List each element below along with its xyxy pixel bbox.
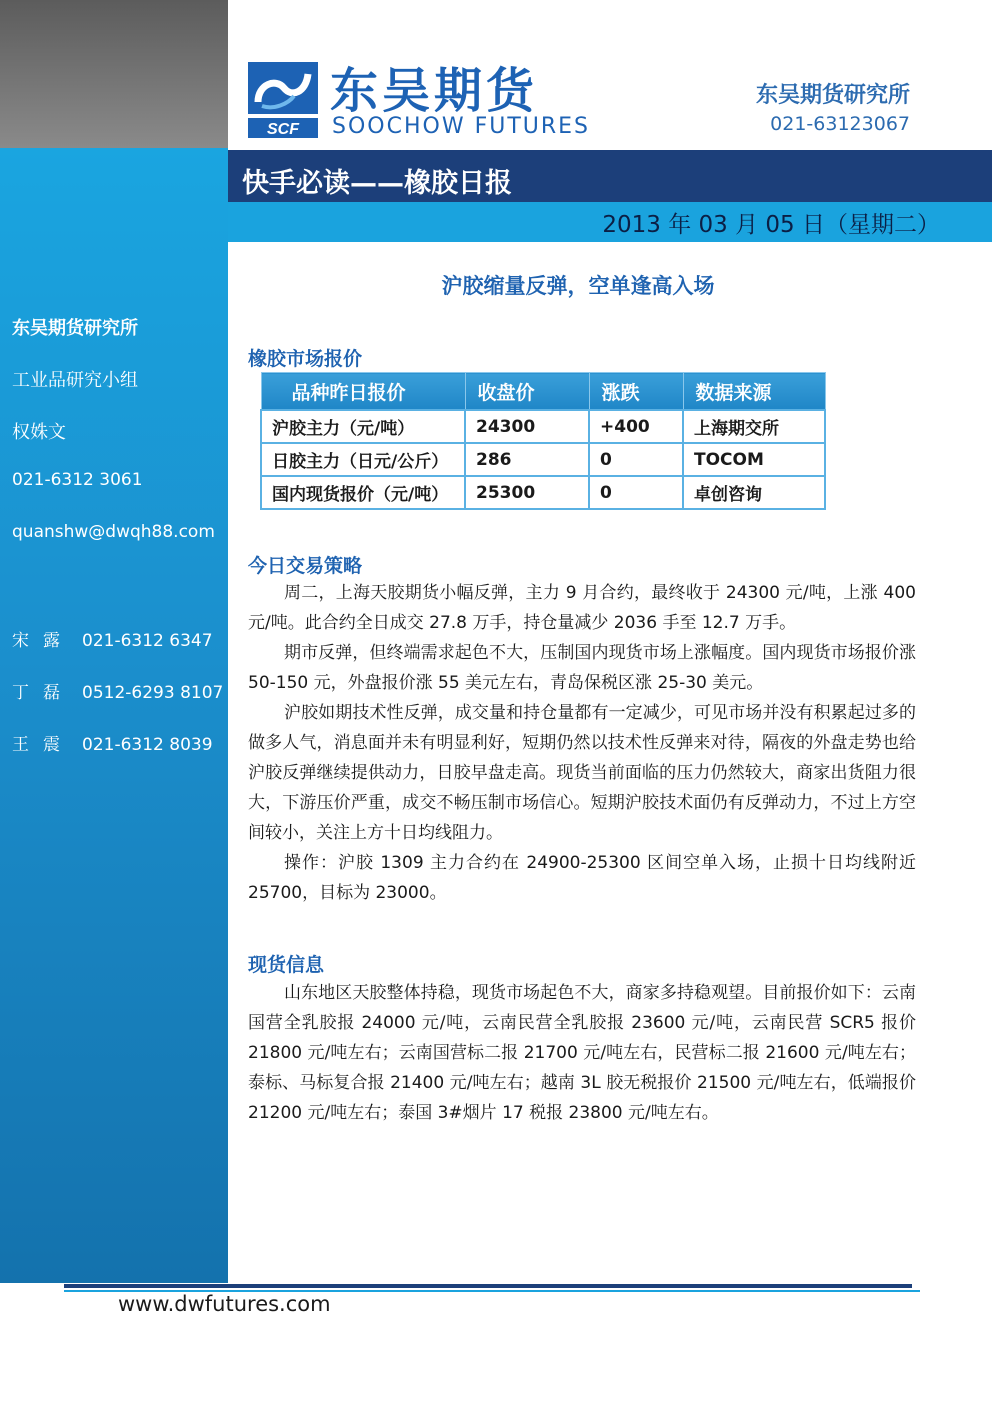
table-header-row: [261, 373, 825, 411]
company-logo-icon: [248, 62, 318, 138]
headline: 沪胶缩量反弹，空单逢高入场: [441, 274, 715, 298]
table-cell: 25300: [465, 476, 589, 509]
section-title-strategy: 今日交易策略: [248, 555, 363, 577]
paragraph: 操作：沪胶 1309 主力合约在 24900-25300 区间空单入场，止损十日均线附近 25700，目标为 23000。: [248, 853, 916, 903]
sidebar: [0, 148, 228, 1283]
contact-name: 王震: [12, 735, 74, 755]
paragraph: 期市反弹，但终端需求起色不大，压制国内现货市场上涨幅度。国内现货市场报价涨 50-150 元，外盘报价涨 55 美元左右，青岛保税区涨 25-30 美元。: [248, 643, 916, 693]
table-cell: 24300: [465, 410, 589, 443]
price-table: [260, 372, 826, 510]
contact-row: [12, 626, 213, 651]
table-row: [261, 476, 825, 509]
table-cell: 日胶主力（日元/公斤）: [261, 443, 465, 476]
header-phone: 021-63123067: [770, 113, 910, 135]
sidebar-author: 权姝文: [12, 422, 66, 443]
sidebar-org: 东吴期货研究所: [12, 318, 138, 339]
contact-name: 宋露: [12, 631, 74, 651]
footer-rule: [64, 1284, 912, 1288]
svg-text:SCF: SCF: [267, 121, 299, 138]
table-header: 数据来源: [683, 373, 825, 411]
contact-row: [12, 730, 213, 755]
header-grey-block: [0, 0, 228, 148]
table-cell: +400: [589, 410, 683, 443]
spot-body: [248, 978, 916, 1128]
paragraph: 山东地区天胶整体持稳，现货市场起色不大，商家多持稳观望。目前报价如下：云南国营全乳胶报 24000 元/吨，云南民营全乳胶报 23600 元/吨，云南民营 SCR5 报价 21800 元/吨左右；云南国营标二报 21700 元/吨左右，民营标二报 21600 元/吨左右；泰标、马标复合报 21400 元/吨左右；越南 3L 胶无税报价 21500 元/吨左右，低端报价 21200 元/吨左右；泰国 3#烟片 17 税报 23800 元/吨左右。: [248, 983, 916, 1123]
table-cell: 上海期交所: [683, 410, 825, 443]
paragraph: 沪胶如期技术性反弹，成交量和持仓量都有一定减少，可见市场并没有积累起过多的做多人气，消息面并未有明显利好，短期仍然以技术性反弹来对待，隔夜的外盘走势也给沪胶反弹继续提供动力，日胶早盘走高。现货当前面临的压力仍然较大，商家出货阻力很大，下游压价严重，成交不畅压制市场信心。短期沪胶技术面仍有反弹动力，不过上方空间较小，关注上方十日均线阻力。: [248, 703, 916, 843]
contact-phone: 021-6312 8039: [82, 735, 213, 755]
strategy-body: [248, 578, 916, 908]
table-row: [261, 443, 825, 476]
paragraph: 周二，上海天胶期货小幅反弹，主力 9 月合约，最终收于 24300 元/吨，上涨 400 元/吨。此合约全日成交 27.8 万手，持仓量减少 2036 手至 12.7 万手。: [248, 583, 916, 633]
table-cell: 286: [465, 443, 589, 476]
section-title-market: 橡胶市场报价: [248, 348, 363, 370]
table-header: 品种昨日报价: [261, 373, 465, 411]
report-title: 快手必读——橡胶日报: [242, 168, 512, 199]
sidebar-group: 工业品研究小组: [12, 370, 138, 391]
logo-chinese-name: 东吴期货: [330, 63, 539, 119]
sidebar-phone: 021-6312 3061: [12, 470, 143, 490]
section-title-spot: 现货信息: [248, 954, 325, 976]
table-header: 收盘价: [465, 373, 589, 411]
logo-english-name: SOOCHOW FUTURES: [332, 114, 591, 139]
sidebar-email: quanshw@dwqh88.com: [12, 522, 215, 542]
contact-phone: 021-6312 6347: [82, 631, 213, 651]
table-cell: 沪胶主力（元/吨）: [261, 410, 465, 443]
table-cell: 卓创咨询: [683, 476, 825, 509]
header-org: 东吴期货研究所: [755, 83, 910, 108]
contact-name: 丁磊: [12, 683, 74, 703]
table-cell: TOCOM: [683, 443, 825, 476]
table-cell: 0: [589, 443, 683, 476]
table-row: [261, 410, 825, 443]
table-cell: 国内现货报价（元/吨）: [261, 476, 465, 509]
contact-row: [12, 678, 223, 703]
report-date: 2013 年 03 月 05 日（星期二）: [602, 212, 940, 238]
contact-phone: 0512-6293 8107: [82, 683, 224, 703]
footer-website: www.dwfutures.com: [118, 1292, 331, 1316]
table-cell: 0: [589, 476, 683, 509]
table-header: 涨跌: [589, 373, 683, 411]
